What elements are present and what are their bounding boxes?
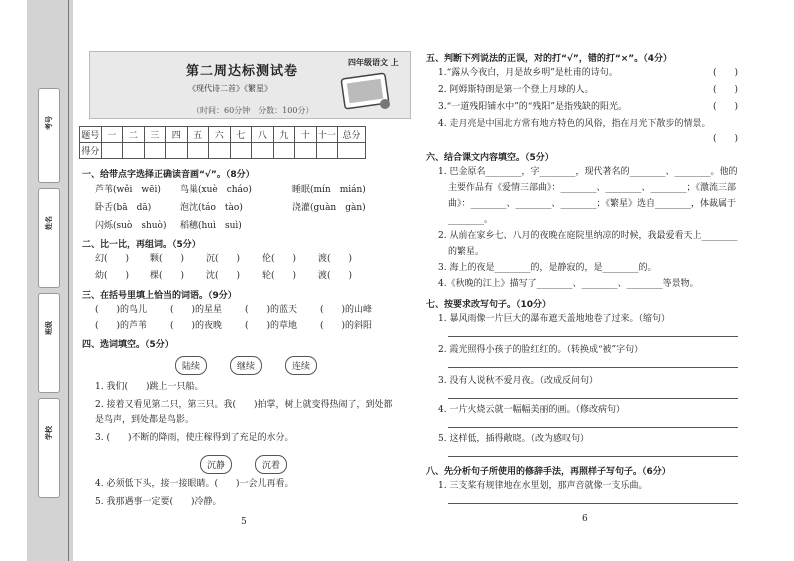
fill-line: 3. 海上的夜是________的，是静寂的，是________的。 [438,263,657,273]
fill-line: 4.《秋晚的江上》描写了________、________、________等景物。 [438,279,699,289]
score-header: 题号 [80,127,102,143]
word-item: 轮( ) [262,271,297,281]
score-header: 六 [209,127,231,143]
score-header: 九 [273,127,295,143]
page-title: 第二周达标测试卷 [186,64,299,79]
score-header: 三 [144,127,166,143]
name-box [38,188,60,288]
section-4-heading: 四、选词填空。（5分） [82,340,174,350]
tablet-illustration-icon [335,70,395,112]
word-cloud: 沉着 [255,455,287,474]
class-box [38,293,60,393]
pinyin-item: 卧舌(bā dā) [95,203,152,213]
score-header: 四 [166,127,188,143]
pinyin-item: 芦苇(wěi wēi) [95,185,161,195]
answer-line[interactable] [448,398,738,399]
grade-badge: 四年级语文 上 [348,58,399,67]
word-item: 沉( ) [206,254,241,264]
question-text: 1. 我们( )跳上一只船。 [95,382,204,392]
pinyin-item: 浇灌(guàn gàn) [292,203,366,213]
answer-line[interactable] [448,367,738,368]
word-cloud: 连续 [285,356,317,375]
fill-line: 的繁星。 [448,247,485,257]
rewrite-item: 4. 一片火烧云就一幅幅美丽的画。（修改病句） [438,405,625,415]
score-header: 总分 [338,127,366,143]
score-cell[interactable] [101,143,123,159]
judge-item: 1.“露从今夜白，月是故乡明”是杜甫的诗句。 [438,68,618,78]
binding-line [68,0,69,561]
answer-paren[interactable]: ( ) [713,102,739,112]
fill-line: 主要作品有《爱情三部曲》：________、________、________；《激流三部 [448,183,737,193]
section-5-heading: 五、判断下列说法的正误，对的打“√”，错的打“×”。（4分） [426,54,672,64]
score-header: 八 [252,127,274,143]
score-cell[interactable] [144,143,166,159]
pinyin-item: 泡沈(táo tào) [180,203,243,213]
answer-line[interactable] [448,336,738,337]
answer-line[interactable] [448,427,738,428]
word-item: 伦( ) [262,254,297,264]
section-2-heading: 二、比一比，再组词。（5分） [82,240,201,250]
score-header: 五 [187,127,209,143]
question-text: 5. 我那遇事一定要( )冷静。 [95,497,222,507]
fill-item: ( )的鸟儿 [95,305,148,315]
answer-paren[interactable]: ( ) [713,85,739,95]
question-text: 4. 必须低下头，接一接眼睛。( )一会儿再看。 [95,479,294,489]
pinyin-item: 鸟巢(xuè cháo) [180,185,252,195]
section-1-heading: 一、给带点字选择正确读音画“√”。（8分） [82,170,255,180]
score-header: 十一 [316,127,338,143]
fill-item: ( )的蓝天 [245,305,298,315]
rewrite-item: 3. 没有人说秋不爱月夜。（改成反问句） [438,376,598,386]
word-item: 渡( ) [318,254,353,264]
score-cell[interactable] [316,143,338,159]
pinyin-item: 闪烁(suò shuò) [95,221,167,231]
answer-paren[interactable]: ( ) [713,134,739,144]
answer-line[interactable] [448,456,738,457]
fill-line: 曲》：________、________、________；《繁星》选自________，体裁属于 [448,199,737,209]
score-cell[interactable] [295,143,317,159]
time-score-meta: （时间：60分钟 分数：100分） [192,106,314,115]
fill-item: ( )的斜阳 [320,321,373,331]
word-item: 渡( ) [318,271,353,281]
school-label: 学校 [45,426,53,440]
fill-item: ( )的草地 [245,321,298,331]
pinyin-item: 稻穗(huì suì) [180,221,242,231]
score-cell[interactable] [123,143,145,159]
word-item: 棵( ) [150,271,185,281]
score-cell[interactable] [338,143,366,159]
judge-item: 2. 阿姆斯特朗是第一个登上月球的人。 [438,85,594,95]
name-label: 姓名 [45,216,53,230]
section-8-heading: 八、先分析句子所使用的修辞手法，再照样子写句子。（6分） [426,467,671,477]
score-row-label: 得分 [80,143,102,159]
fill-line: ________。 [448,215,494,225]
rewrite-item: 5. 这样低，插得敞晓。（改为感叹句） [438,434,589,444]
word-item: 沈( ) [206,271,241,281]
score-header: 二 [123,127,145,143]
section-3-heading: 三、在括号里填上恰当的词语。（9分） [82,291,237,301]
rewrite-item: 2. 霞光照得小孩子的脸红红的。（转换成“被”字句） [438,345,644,355]
pinyin-item: 睡眠(mín mián) [292,185,366,195]
class-label: 班级 [45,321,53,335]
score-cell[interactable] [187,143,209,159]
word-cloud: 陆续 [175,356,207,375]
fill-item: ( )的山峰 [320,305,373,315]
score-cell[interactable] [209,143,231,159]
score-cell[interactable] [230,143,252,159]
word-cloud: 继续 [230,356,262,375]
answer-line[interactable] [448,503,738,504]
school-box [38,398,60,498]
word-item: 幻( ) [95,254,130,264]
section-6-heading: 六、结合课文内容填空。（5分） [426,153,554,163]
fill-line: 2. 从前在家乡七、八月的夜晚在庭院里纳凉的时候，我最爱看天上________ [438,231,738,241]
score-header: 一 [101,127,123,143]
exam-number-box [38,88,60,183]
page-number: 5 [241,517,247,527]
score-table [79,126,366,159]
question-text: 是鸟声，到处都是鸟影。 [95,415,195,425]
score-cell[interactable] [252,143,274,159]
fill-item: ( )的芦苇 [95,321,148,331]
question-text: 1. 三支桨有规律地在水里划，那声音就像一支乐曲。 [438,481,648,491]
score-header: 十 [295,127,317,143]
question-text: 3. ( )不断的降雨，使庄稼得到了充足的水分。 [95,433,294,443]
subtitle: 《现代诗二首》《繁星》 [188,84,272,93]
score-cell[interactable] [273,143,295,159]
word-cloud: 沉静 [200,455,232,474]
answer-paren[interactable]: ( ) [713,68,739,78]
page-number: 6 [582,514,588,524]
score-header: 七 [230,127,252,143]
fill-item: ( )的星星 [170,305,223,315]
judge-item: 3.“一道残阳铺水中”的“残阳”是指残缺的阳光。 [438,102,627,112]
fill-item: ( )的夜晚 [170,321,223,331]
word-item: 幼( ) [95,271,130,281]
question-text: 2. 接着又看见第二只，第三只。我( )拍掌，树上就变得热闹了，到处都 [95,400,393,410]
section-7-heading: 七、按要求改写句子。（10分） [426,300,552,310]
rewrite-item: 1. 暴风雨像一片巨大的瀑布遮天盖地地卷了过来。（缩句） [438,314,670,324]
exam-number-label: 考号 [45,116,53,130]
word-item: 颗( ) [150,254,185,264]
judge-item: 4. 走月亮是中国北方常有地方特色的风俗，指在月光下散步的情景。 [438,119,711,129]
fill-line: 1. 巴金原名________，字________，现代著名的________、________。他的 [438,167,738,177]
score-cell[interactable] [166,143,188,159]
